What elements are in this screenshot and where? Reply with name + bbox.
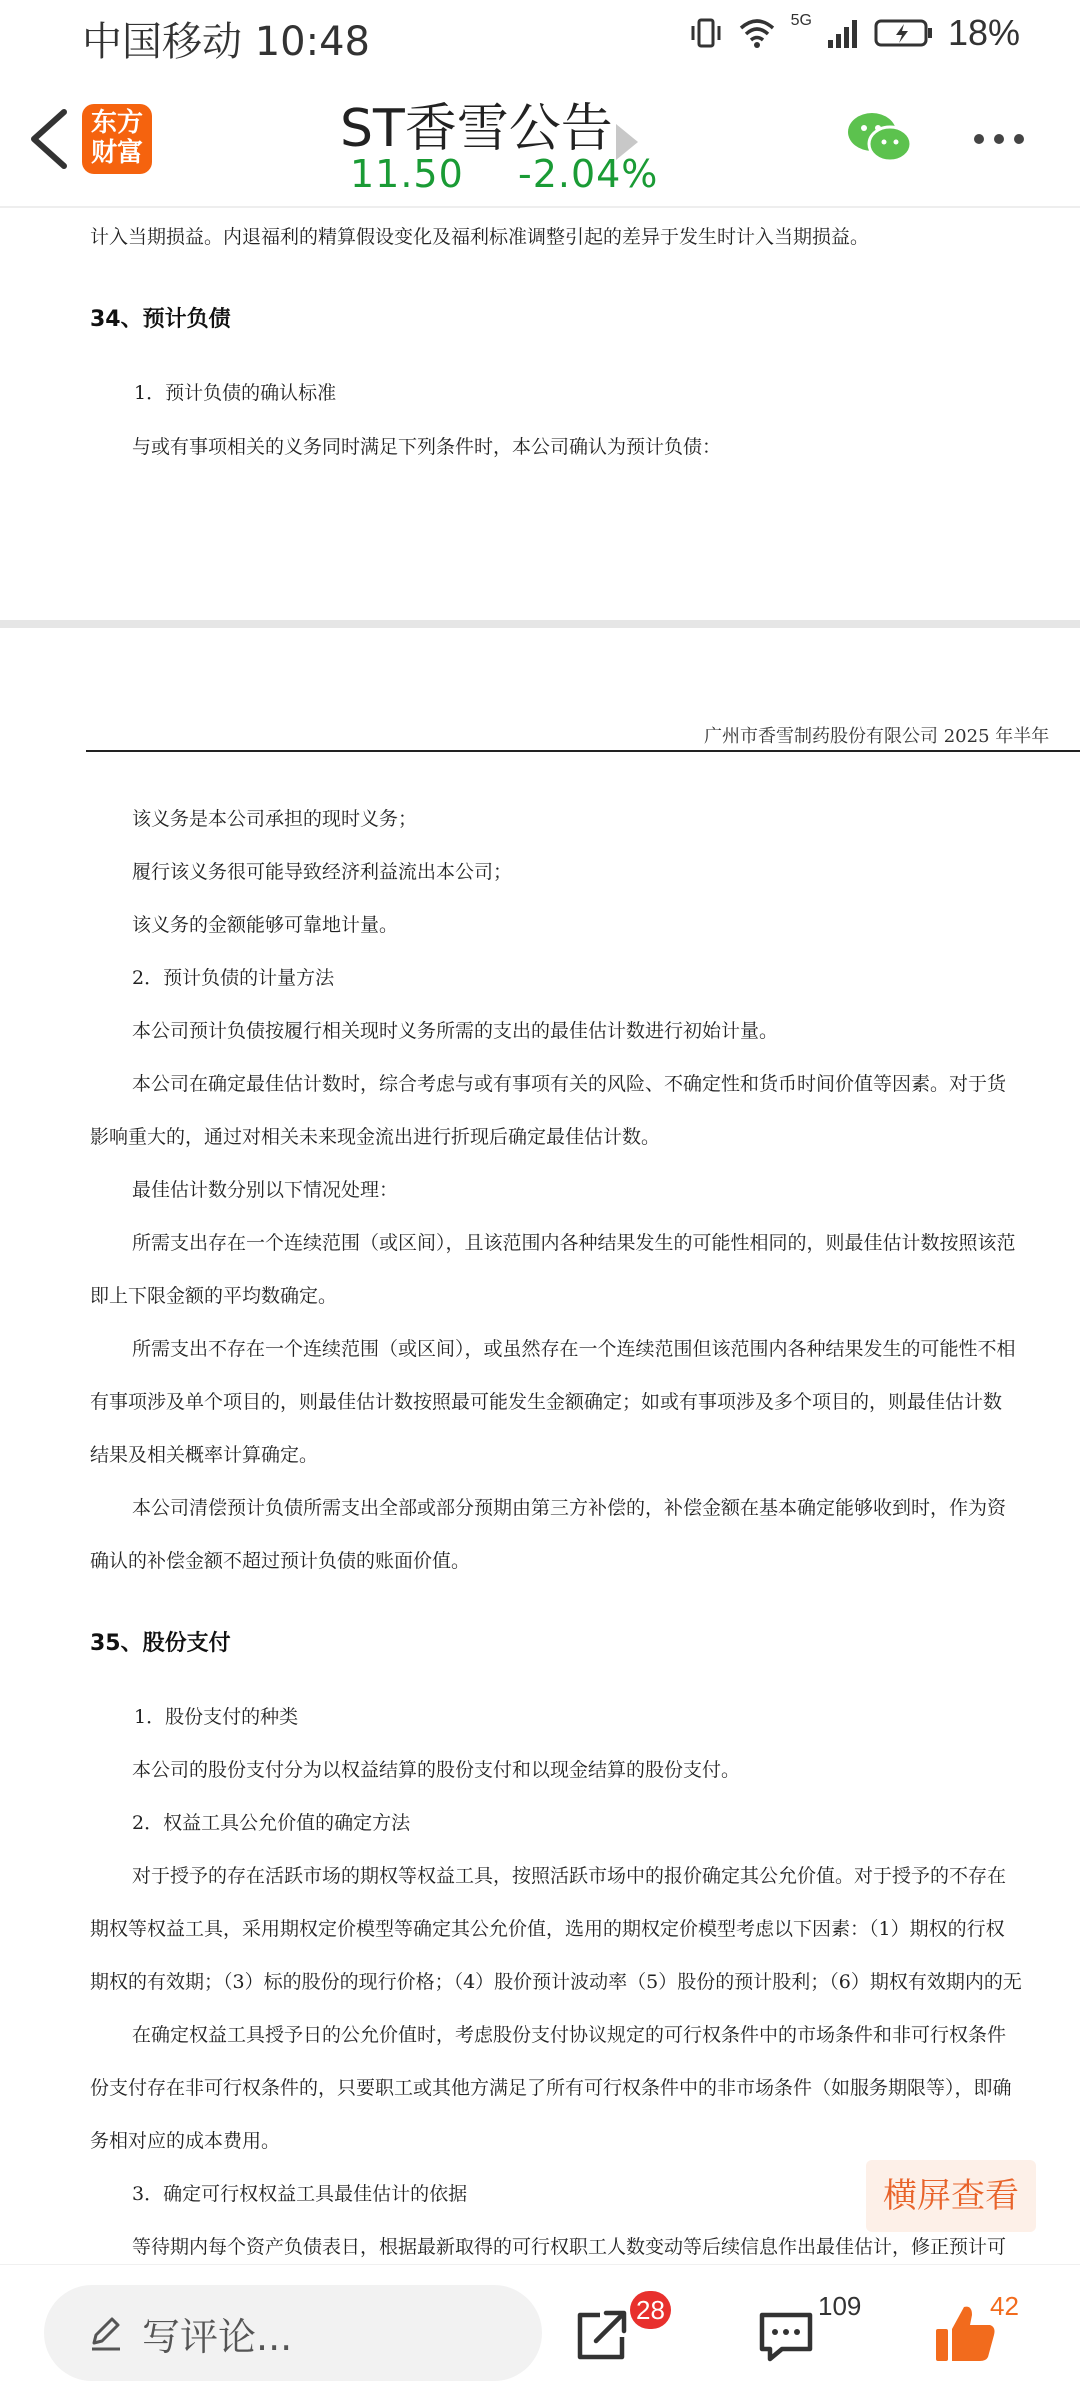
doc-subheading: 1．预计负债的确认标准 [134, 382, 337, 404]
doc-line: 该义务的金额能够可靠地计量。 [132, 914, 399, 936]
network-label: 5G [790, 12, 812, 29]
like-icon[interactable] [932, 2301, 998, 2367]
carrier-time: 中国移动 10:48 [82, 19, 370, 65]
page-separator [0, 620, 1080, 628]
doc-line: 期权的有效期；（3）标的股份的现行价格；（4）股价预计波动率（5）股份的预计股利；（6）期权有效期内的无 [90, 1971, 1022, 1993]
doc-line: 最佳估计数分别以下情况处理： [132, 1179, 399, 1201]
doc-line: 期权等权益工具，采用期权定价模型等确定其公允价值，选用的期权定价模型考虑以下因素：（1）期权的行权 [90, 1918, 1005, 1940]
doc-line: 与或有事项相关的义务同时满足下列条件时，本公司确认为预计负债： [132, 436, 722, 458]
doc-subheading: 2．预计负债的计量方法 [132, 967, 335, 989]
doc-line: 确认的补偿金额不超过预计负债的账面价值。 [90, 1550, 471, 1572]
doc-line: 结果及相关概率计算确定。 [90, 1444, 319, 1466]
wechat-share-icon[interactable] [846, 110, 912, 166]
status-bar [0, 0, 1080, 72]
page-title: ST香雪公告 [340, 99, 613, 159]
stock-price: 11.50 [350, 152, 464, 196]
doc-subheading: 3．确定可行权权益工具最佳估计的依据 [132, 2183, 468, 2205]
section-heading: 35、股份支付 [90, 1631, 231, 1656]
stock-change: -2.04% [517, 152, 659, 196]
doc-line: 对于授予的存在活跃市场的期权等权益工具，按照活跃市场中的报价确定其公允价值。对于授予的不存在 [132, 1865, 1007, 1887]
doc-line: 本公司预计负债按履行相关现时义务所需的支出的最佳估计数进行初始计量。 [132, 1020, 779, 1042]
doc-line: 影响重大的，通过对相关未来现金流出进行折现后确定最佳估计数。 [90, 1126, 661, 1148]
doc-subheading: 2．权益工具公允价值的确定方法 [132, 1812, 411, 1834]
doc-line: 所需支出不存在一个连续范围（或区间），或虽然存在一个连续范围但该范围内各种结果发生的可能性不相 [132, 1338, 1016, 1360]
logo-text: 东方 [90, 108, 143, 138]
battery-level: 18% [947, 12, 1020, 53]
doc-line: 履行该义务很可能导致经济利益流出本公司； [132, 861, 513, 883]
doc-line: 在确定权益工具授予日的公允价值时，考虑股份支付协议规定的可行权条件中的市场条件和非可行权条件 [132, 2024, 1007, 2046]
signal-icon [826, 16, 860, 50]
doc-line: 份支付存在非可行权条件的，只要职工或其他方满足了所有可行权条件中的非市场条件（如服务期限等），即确 [90, 2077, 1012, 2099]
doc-line: 务相对应的成本费用。 [90, 2130, 281, 2152]
quote-expand-icon[interactable] [616, 124, 638, 160]
vibrate-icon [689, 16, 723, 50]
share-icon[interactable] [572, 2305, 632, 2365]
pencil-icon [86, 2313, 126, 2353]
app-header [0, 72, 1080, 208]
stock-quote[interactable] [350, 152, 658, 196]
wifi-icon [737, 16, 777, 50]
more-menu-icon[interactable] [974, 134, 1024, 144]
doc-line: 有事项涉及单个项目的，则最佳估计数按照最可能发生金额确定；如或有事项涉及多个项目的，则最佳估计数 [90, 1391, 1003, 1413]
comment-icon[interactable] [756, 2309, 816, 2365]
battery-icon [874, 16, 934, 50]
logo-text: 财富 [90, 138, 143, 168]
bottom-action-bar [0, 2264, 1080, 2401]
doc-line: 计入当期损益。内退福利的精算假设变化及福利标准调整引起的差异于发生时计入当期损益。 [90, 226, 870, 248]
doc-line: 本公司的股份支付分为以权益结算的股份支付和以现金结算的股份支付。 [132, 1759, 741, 1781]
doc-line: 本公司在确定最佳估计数时，综合考虑与或有事项有关的风险、不确定性和货币时间价值等因素。对于货 [132, 1073, 1007, 1095]
app-logo[interactable] [82, 104, 152, 174]
comment-placeholder: 写评论... [142, 2314, 293, 2359]
share-count-badge: 28 [630, 2291, 671, 2329]
landscape-view-button[interactable]: 横屏查看 [866, 2160, 1036, 2232]
like-count: 42 [990, 2291, 1019, 2321]
doc-line: 即上下限金额的平均数确定。 [90, 1285, 338, 1307]
doc-line: 本公司清偿预计负债所需支出全部或部分预期由第三方补偿的，补偿金额在基本确定能够收到时，作为资 [132, 1497, 1007, 1519]
doc-line: 等待期内每个资产负债表日，根据最新取得的可行权职工人数变动等后续信息作出最佳估计，修正预计可 [132, 2236, 1007, 2258]
doc-subheading: 1．股份支付的种类 [134, 1706, 299, 1728]
doc-line: 该义务是本公司承担的现时义务； [132, 808, 418, 830]
header-rule [86, 750, 1080, 752]
comment-count: 109 [818, 2291, 862, 2321]
doc-line: 所需支出存在一个连续范围（或区间），且该范围内各种结果发生的可能性相同的，则最佳估计数按照该范 [132, 1232, 1016, 1254]
back-arrow-icon[interactable] [22, 106, 78, 172]
comment-input[interactable] [44, 2285, 542, 2381]
page-running-header: 广州市香雪制药股份有限公司 2025 年半年 [704, 726, 1050, 747]
status-icons [689, 12, 1020, 54]
section-heading: 34、预计负债 [90, 307, 231, 332]
